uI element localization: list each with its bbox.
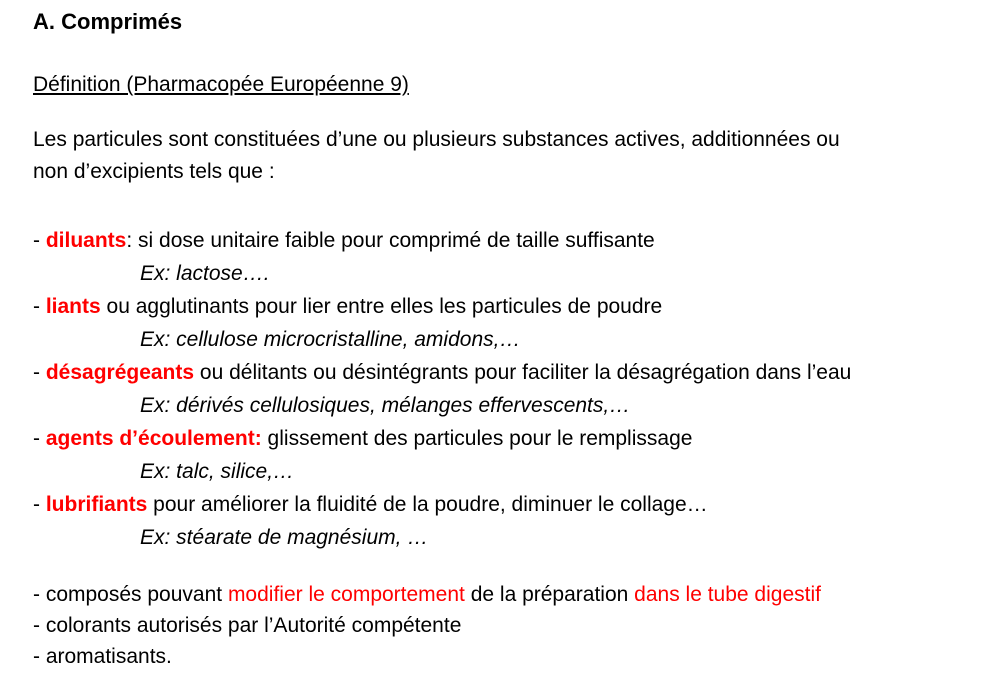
excipient-example: Ex: dérivés cellulosiques, mélanges effervescents,… (140, 394, 631, 417)
text-segment: de la préparation (464, 583, 635, 606)
excipient-example: Ex: stéarate de magnésium, … (140, 526, 429, 549)
excipient-item (33, 422, 985, 455)
excipient-example: Ex: cellulose microcristalline, amidons,… (140, 328, 521, 351)
text-segment: ou délitants ou désintégrants pour faciliter la désagrégation dans l’eau (194, 361, 852, 384)
intro-line-1: Les particules sont constituées d’une ou plusieurs substances actives, additionnées ou (33, 128, 840, 151)
text-segment: : si dose unitaire faible pour comprimé de taille suffisante (126, 229, 655, 252)
text-segment: lubrifiants (45, 493, 148, 516)
text-segment: - (33, 361, 46, 384)
excipient-item (33, 356, 985, 389)
excipient-item (33, 224, 985, 257)
definition-heading: Définition (Pharmacopée Européenne 9) (33, 73, 409, 96)
text-segment: - (33, 493, 46, 516)
excipient-example: Ex: lactose…. (140, 262, 270, 285)
text-segment: - (33, 229, 46, 252)
text-segment: modifier le comportement (227, 583, 465, 606)
text-segment: - (33, 427, 46, 450)
footer-list (33, 579, 985, 672)
intro-line-2: non d’excipients tels que : (33, 160, 275, 183)
excipient-item (33, 488, 985, 521)
text-segment: désagrégeants (45, 361, 195, 384)
text-segment: liants (45, 295, 101, 318)
text-segment: dans le tube digestif (634, 583, 821, 606)
text-segment: ou agglutinants pour lier entre elles les particules de poudre (100, 295, 663, 318)
text-segment: pour améliorer la fluidité de la poudre, diminuer le collage… (147, 493, 708, 516)
text-segment: agents d’écoulement: (45, 427, 262, 450)
excipient-item (33, 290, 985, 323)
text-segment: - (33, 295, 46, 318)
text-segment: - colorants autorisés par l’Autorité compétente (33, 614, 462, 637)
excipient-list (33, 224, 985, 554)
intro-paragraph (33, 124, 985, 188)
text-segment: glissement des particules pour le remplissage (261, 427, 693, 450)
text-segment: - aromatisants. (33, 645, 172, 668)
footer-item (33, 579, 985, 610)
excipient-example: Ex: talc, silice,… (140, 460, 295, 483)
text-segment: diluants (45, 229, 127, 252)
footer-item (33, 641, 985, 672)
footer-item (33, 610, 985, 641)
page-title: A. Comprimés (33, 9, 183, 34)
text-segment: - composés pouvant (33, 583, 228, 606)
